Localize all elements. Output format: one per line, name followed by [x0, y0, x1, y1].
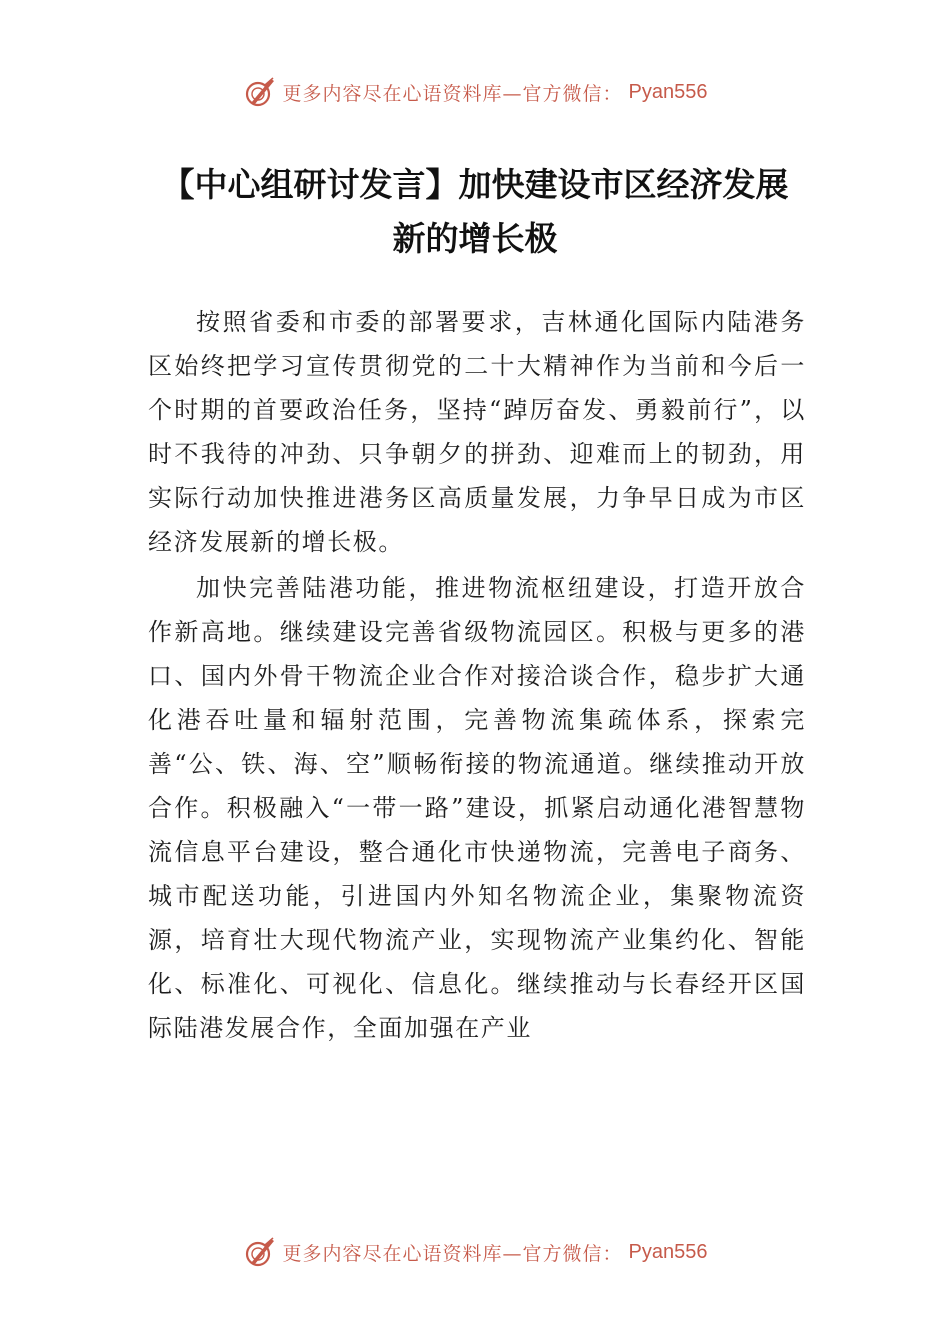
watermark-text: 更多内容尽在心语资料库—官方微信：: [282, 1242, 623, 1265]
title-line-1: 【中心组研讨发言】加快建设市区经济发展: [161, 165, 789, 204]
header-watermark: [0, 72, 950, 112]
paragraph: 加快完善陆港功能，推进物流枢纽建设，打造开放合作新高地。继续建设完善省级物流园区。积极与更多的港口、国内外骨干物流企业合作对接洽谈合作，稳步扩大通化港吞吐量和辐射范围，完善物流集疏体系，探索完善“公、铁、海、空”顺畅衔接的物流通道。继续推动开放合作。积极融入“一带一路”建设，抓紧启动通化港智慧物流信息平台建设，整合通化市快递物流，完善电子商务、城市配送功能，引进国内外知名物流企业，集聚物流资源，培育壮大现代物流产业，实现物流产业集约化、智能化、标准化、可视化、信息化。继续推动与长春经开区国际陆港发展合作，全面加强在产业: [148, 574, 806, 1042]
document-body: [148, 300, 806, 1052]
document-title: [60, 158, 890, 266]
watermark-text: 更多内容尽在心语资料库—官方微信：: [282, 82, 623, 105]
paragraph: 按照省委和市委的部署要求，吉林通化国际内陆港务区始终把学习宣传贯彻党的二十大精神作为当前和今后一个时期的首要政治任务，坚持“踔厉奋发、勇毅前行”，以时不我待的冲劲、只争朝夕的拼劲、迎难而上的韧劲，用实际行动加快推进港务区高质量发展，力争早日成为市区经济发展新的增长极。: [148, 308, 806, 556]
watermark-wechat-id: Pyan556: [628, 80, 708, 103]
quill-seal-icon: [243, 75, 277, 109]
footer-watermark: [0, 1232, 950, 1272]
watermark-wechat-id: Pyan556: [628, 1240, 708, 1263]
title-line-2: 新的增长极: [392, 219, 558, 258]
quill-seal-icon: [243, 1235, 277, 1269]
